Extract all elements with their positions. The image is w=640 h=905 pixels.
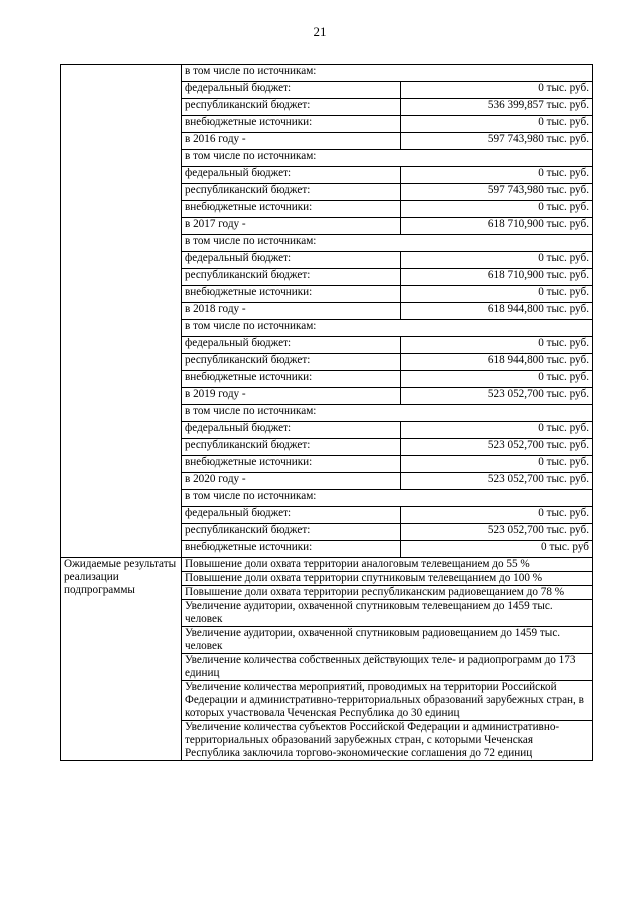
financing-value: 523 052,700 тыс. руб. [401,439,593,456]
financing-label: в 2017 году - [182,218,401,235]
financing-value: 0 тыс. руб. [401,116,593,133]
financing-value: 597 743,980 тыс. руб. [401,184,593,201]
result-item: Увеличение количества субъектов Российской Федерации и административно-территориальных образований зарубежных стран, с которыми Чеченская Республика заключила торгово-экономические соглашения до 72 единиц [182,721,593,761]
result-item: Увеличение количества мероприятий, проводимых на территории Российской Федерации и административно-территориальных образований зарубежных стран, в которых участвовала Чеченская Республика до 30 единиц [182,681,593,721]
financing-label: республиканский бюджет: [182,184,401,201]
financing-label: в 2018 году - [182,303,401,320]
financing-value: 0 тыс. руб. [401,252,593,269]
result-item: Повышение доли охвата территории аналоговым телевещанием до 55 % [182,558,593,572]
financing-value: 0 тыс. руб. [401,82,593,99]
financing-label: федеральный бюджет: [182,82,401,99]
financing-label: федеральный бюджет: [182,422,401,439]
financing-value: 0 тыс. руб. [401,201,593,218]
result-item: Увеличение аудитории, охваченной спутниковым телевещанием до 1459 тыс. человек [182,600,593,627]
financing-label: в 2019 году - [182,388,401,405]
financing-value: 523 052,700 тыс. руб. [401,524,593,541]
subprogram-passport-table [60,64,593,761]
financing-value: 0 тыс. руб. [401,286,593,303]
page-number: 21 [313,24,327,39]
financing-value: 0 тыс. руб. [401,337,593,354]
result-item: Повышение доли охвата территории спутниковым телевещанием до 100 % [182,572,593,586]
sources-header: в том числе по источникам: [182,320,593,337]
sources-header: в том числе по источникам: [182,235,593,252]
financing-label: федеральный бюджет: [182,507,401,524]
financing-label: внебюджетные источники: [182,116,401,133]
result-item: Увеличение количества собственных действующих теле- и радиопрограмм до 173 единиц [182,654,593,681]
financing-label: в 2020 году - [182,473,401,490]
sources-header: в том числе по источникам: [182,405,593,422]
sources-header: в том числе по источникам: [182,150,593,167]
financing-label: внебюджетные источники: [182,456,401,473]
financing-value: 618 944,800 тыс. руб. [401,303,593,320]
financing-label: республиканский бюджет: [182,269,401,286]
financing-label: внебюджетные источники: [182,371,401,388]
financing-value: 523 052,700 тыс. руб. [401,473,593,490]
financing-value: 0 тыс. руб. [401,371,593,388]
financing-value: 597 743,980 тыс. руб. [401,133,593,150]
financing-label: в 2016 году - [182,133,401,150]
financing-value: 618 710,900 тыс. руб. [401,269,593,286]
financing-value: 523 052,700 тыс. руб. [401,388,593,405]
sources-header: в том числе по источникам: [182,65,593,82]
financing-label: федеральный бюджет: [182,337,401,354]
financing-label: внебюджетные источники: [182,201,401,218]
financing-label: республиканский бюджет: [182,524,401,541]
result-item: Увеличение аудитории, охваченной спутниковым радиовещанием до 1459 тыс. человек [182,627,593,654]
financing-value: 618 944,800 тыс. руб. [401,354,593,371]
financing-value: 0 тыс. руб. [401,422,593,439]
financing-label: федеральный бюджет: [182,252,401,269]
financing-label: республиканский бюджет: [182,99,401,116]
financing-value: 618 710,900 тыс. руб. [401,218,593,235]
financing-label: федеральный бюджет: [182,167,401,184]
financing-value: 0 тыс. руб [401,541,593,558]
financing-value: 0 тыс. руб. [401,507,593,524]
financing-label: внебюджетные источники: [182,286,401,303]
financing-value: 536 399,857 тыс. руб. [401,99,593,116]
result-row [61,558,593,572]
financing-label: республиканский бюджет: [182,354,401,371]
results-label: Ожидаемые результаты реализации подпрограммы [61,558,182,761]
financing-value: 0 тыс. руб. [401,167,593,184]
financing-label: внебюджетные источники: [182,541,401,558]
sources-header: в том числе по источникам: [182,490,593,507]
result-item: Повышение доли охвата территории республиканским радиовещанием до 78 % [182,586,593,600]
financing-value: 0 тыс. руб. [401,456,593,473]
financing-left-cell [61,65,182,558]
financing-label: республиканский бюджет: [182,439,401,456]
financing-row [61,65,593,82]
